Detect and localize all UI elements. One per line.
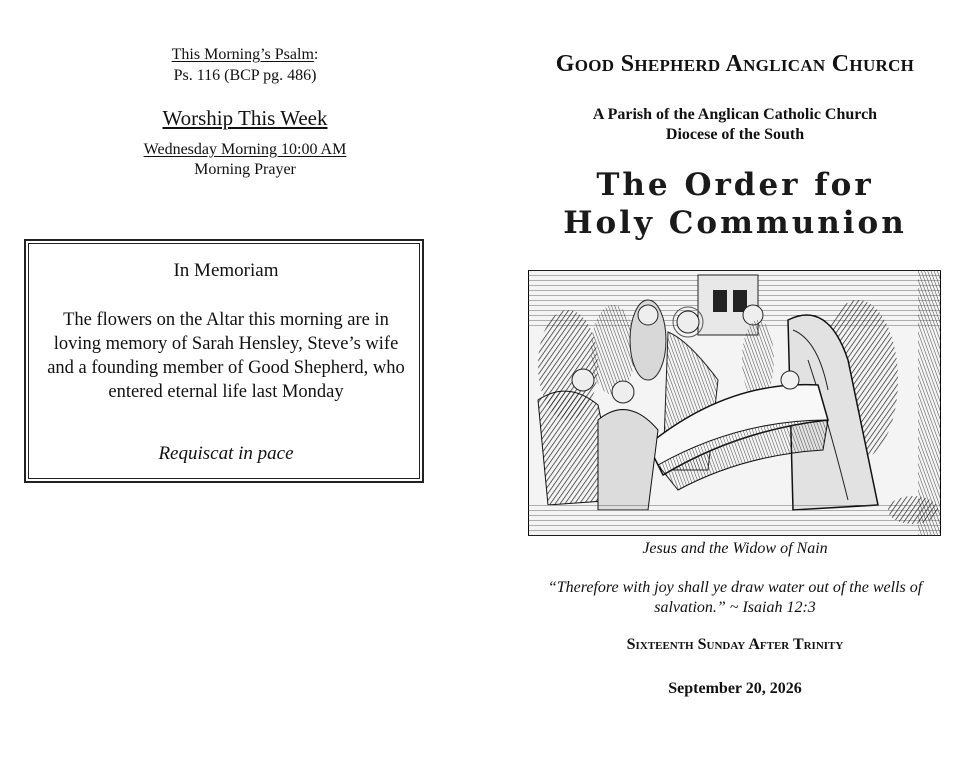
engraving-illustration xyxy=(528,270,941,536)
parish-line: A Parish of the Anglican Catholic Church xyxy=(592,106,878,123)
image-caption: Jesus and the Widow of Nain xyxy=(642,540,828,557)
order-title-line1: The Order for xyxy=(596,167,874,203)
memoriam-title: In Memoriam xyxy=(173,260,279,281)
church-name: Good Shepherd Anglican Church xyxy=(555,51,915,77)
liturgical-day: Sixteenth Sunday After Trinity xyxy=(626,636,844,653)
psalm-heading-colon: : xyxy=(313,46,319,63)
service-date: September 20, 2026 xyxy=(668,680,802,697)
diocese-line: Diocese of the South xyxy=(665,126,805,143)
psalm-reference: Ps. 116 (BCP pg. 486) xyxy=(173,67,317,84)
worship-this-week-title: Worship This Week xyxy=(162,106,328,130)
scripture-quote: “Therefore with joy shall ye draw water out of the wells of salvation.” ~ Isaiah 12:3 xyxy=(547,579,923,616)
wednesday-service-name: Morning Prayer xyxy=(194,161,296,178)
memoriam-body: The flowers on the Altar this morning are in loving memory of Sarah Hensley, Steve’s wife and a founding member of Good Shepherd, who entered eternal life last Monday xyxy=(47,310,405,402)
psalm-heading-label: This Morning’s Psalm xyxy=(171,46,314,63)
memoriam-latin: Requiscat in pace xyxy=(158,443,294,464)
order-title-line2: Holy Communion xyxy=(563,205,907,241)
wednesday-service-heading: Wednesday Morning 10:00 AM xyxy=(143,141,347,158)
psalm-heading xyxy=(60,46,430,64)
